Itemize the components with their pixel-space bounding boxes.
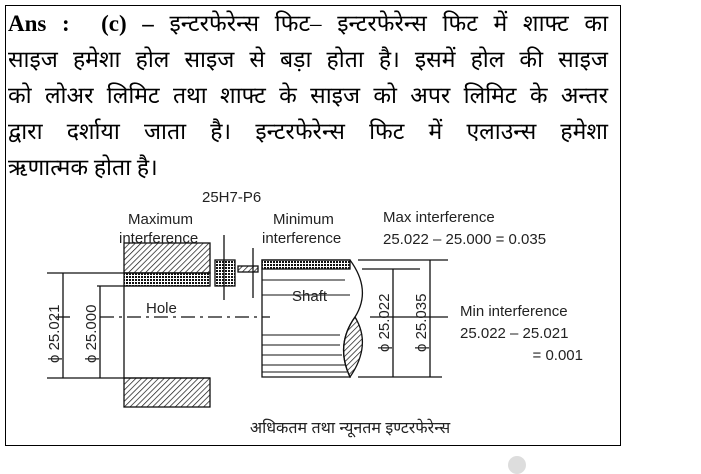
dim-shaft-max: ϕ 25.035	[413, 293, 430, 352]
answer-line-1	[8, 6, 608, 42]
figure-caption: अधिकतम तथा न्यूनतम इण्टरफेरेन्स	[249, 420, 451, 437]
hole-label: Hole	[146, 300, 177, 317]
min-label-2: interference	[262, 230, 342, 247]
answer-line-4: द्वारा दर्शाया जाता है। इन्टरफेरेन्स फिट में एलाउन्स हमेशा	[8, 119, 608, 144]
min-interference-title: Min interference	[460, 303, 568, 320]
min-label-1: Minimum	[273, 211, 334, 228]
interference-fit-diagram	[0, 180, 620, 445]
min-interference-calc: 25.022 – 25.021	[460, 325, 569, 342]
answer-prefix: Ans :	[8, 11, 70, 36]
max-interference-title: Max interference	[383, 209, 495, 226]
dim-hole-max: ϕ 25.021	[46, 304, 63, 363]
max-interference-calc: 25.022 – 25.000 = 0.035	[383, 231, 547, 248]
page-indicator-dot	[508, 456, 526, 474]
max-label-1: Maximum	[128, 211, 194, 228]
hole-tolerance-block	[215, 260, 235, 286]
hole-top-hatch	[124, 243, 210, 273]
answer-line-3: को लोअर लिमिट तथा शाफ्ट के साइज को अपर लिमिट के अन्तर	[8, 83, 608, 108]
dim-hole-min: ϕ 25.000	[83, 304, 100, 363]
min-interference-result: = 0.001	[532, 347, 583, 364]
answer-line-1-text: इन्टरफेरेन्स फिट– इन्टरफेरेन्स फिट में शाफ्ट का	[169, 11, 609, 36]
shaft-section-hatch	[344, 317, 363, 377]
shaft-label: Shaft	[292, 288, 328, 305]
fit-designation: 25H7-P6	[202, 189, 262, 206]
hole-bottom-hatch	[124, 378, 210, 407]
answer-paragraph	[8, 6, 608, 186]
shaft-tolerance-band	[262, 260, 350, 269]
max-label-2: interference	[119, 230, 199, 247]
answer-line-2: साइज हमेशा होल साइज से बड़ा होता है। इसमें होल की साइज	[8, 47, 608, 72]
answer-line-5: ऋणात्मक होता है।	[8, 155, 158, 180]
dim-shaft-min: ϕ 25.022	[376, 293, 393, 352]
hole-tolerance-band	[124, 273, 210, 286]
answer-option: (c) –	[101, 11, 154, 36]
